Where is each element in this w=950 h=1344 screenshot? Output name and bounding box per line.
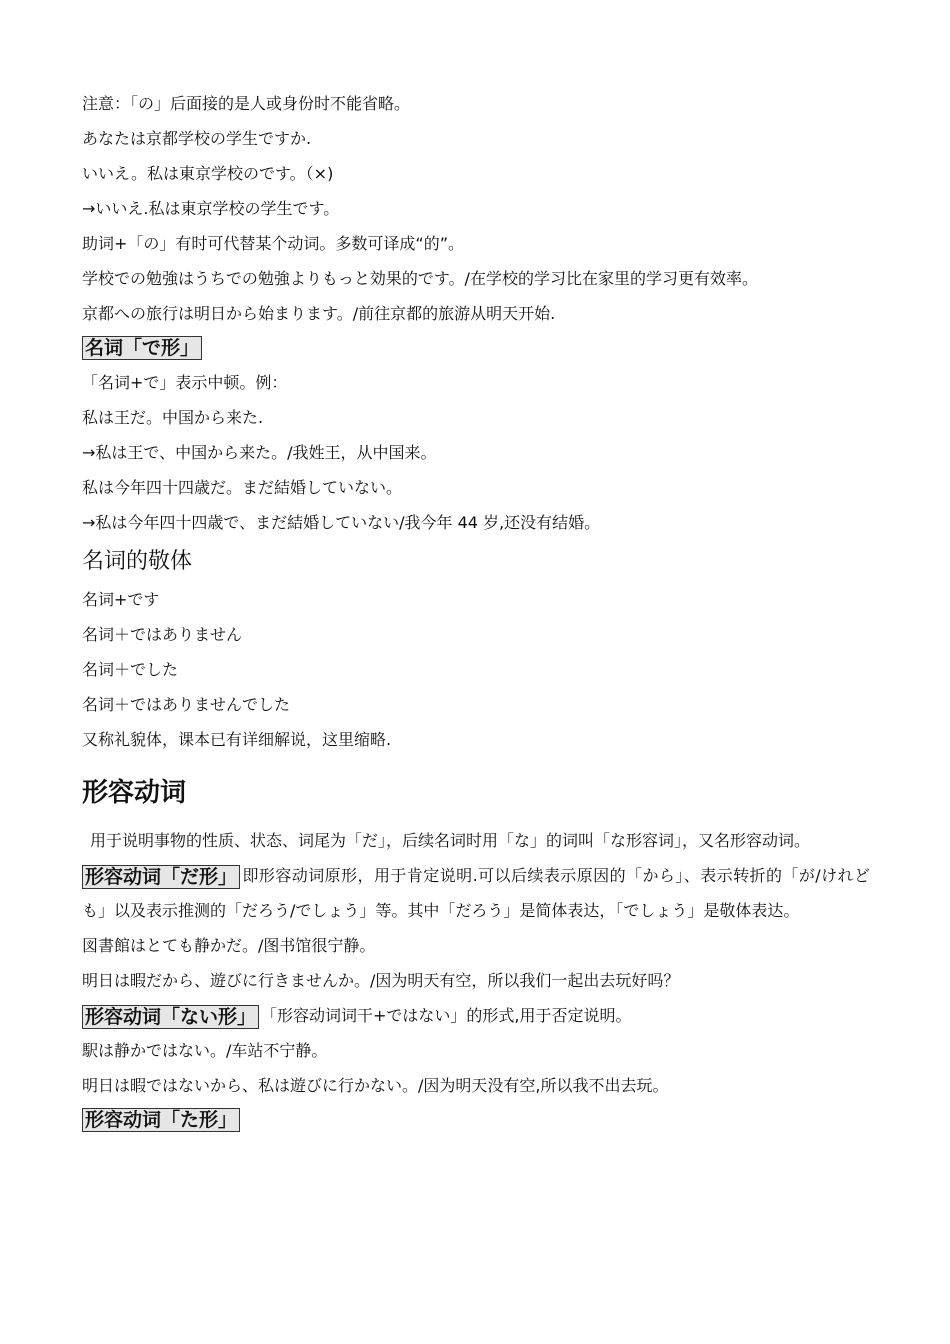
section-heading-row xyxy=(82,331,870,365)
text-line: 名词＋ではありません xyxy=(82,625,243,644)
paragraph-text: 「形容动词词干+ではない」的形式,用于否定说明。 xyxy=(261,1006,632,1025)
text-line: →私は今年四十四歳で、まだ結婚していない/我今年 44 岁,还没有结婚。 xyxy=(82,513,601,532)
text-line: 助词+「の」有时可代替某个动词。多数可译成“的”。 xyxy=(82,234,464,253)
text-line: 注意：「の」后面接的是人或身份时不能省略。 xyxy=(82,94,411,113)
section-heading-row xyxy=(82,1103,870,1137)
section-heading-nai-form: 形容动词「ない形」 xyxy=(82,1005,259,1029)
paragraph-nai-form xyxy=(82,998,870,1033)
section-heading-da-form: 形容动词「だ形」 xyxy=(82,865,240,889)
text-line: 又称礼貌体，课本已有详细解说，这里缩略. xyxy=(82,730,392,749)
text-line: あなたは京都学校の学生ですか. xyxy=(82,129,312,148)
text-line: →いいえ.私は東京学校の学生です。 xyxy=(82,199,340,218)
text-line: いいえ。私は東京学校のです。（×) xyxy=(82,164,334,183)
text-line: 図書館はとても静かだ。/图书馆很宁静。 xyxy=(82,936,376,955)
text-line: 駅は静かではない。/车站不宁静。 xyxy=(82,1041,328,1060)
text-line: 明日は暇ではないから、私は遊びに行かない。/因为明天没有空,所以我不出去玩。 xyxy=(82,1076,669,1095)
document-page xyxy=(82,86,870,1137)
text-line: 「名词+で」表示中顿。例： xyxy=(82,373,288,392)
text-line: 名词+です xyxy=(82,590,160,609)
text-line: 私は王だ。中国から来た. xyxy=(82,408,264,427)
subheading-polite-form: 名词的敬体 xyxy=(82,549,193,574)
text-line: 名词＋ではありませんでした xyxy=(82,695,291,714)
paragraph-da-form xyxy=(82,858,870,928)
text-line: 私は今年四十四歳だ。まだ結婚していない。 xyxy=(82,478,403,497)
paragraph-text: 即形容动词原形，用于肯定说明.可以后续表示原因的「から」、表示转折的「が/けれども」以及表示推测的「だろう/でしょう」等。其中「だろう」是简体表达，「でしょう」是敬体表达。 xyxy=(82,866,870,920)
section-heading-de-form: 名词「で形」 xyxy=(82,336,202,360)
paragraph: 用于说明事物的性质、状态、词尾为「だ」，后续名词时用「な」的词叫「な形容词」，又名形容动词。 xyxy=(90,831,811,850)
text-line: 明日は暇だから、遊びに行きませんか。/因为明天有空，所以我们一起出去玩好吗？ xyxy=(82,971,680,990)
text-line: 名词＋でした xyxy=(82,660,179,679)
section-heading-ta-form: 形容动词「た形」 xyxy=(82,1108,240,1132)
text-line: 京都への旅行は明日から始まります。/前往京都的旅游从明天开始. xyxy=(82,304,556,323)
heading-adjectival-verb: 形容动词 xyxy=(82,778,187,808)
paragraph: 学校での勉強はうちでの勉強よりもっと効果的です。/在学校的学习比在家里的学习更有效率。 xyxy=(82,269,758,288)
text-line: →私は王で、中国から来た。/我姓王，从中国来。 xyxy=(82,443,437,462)
